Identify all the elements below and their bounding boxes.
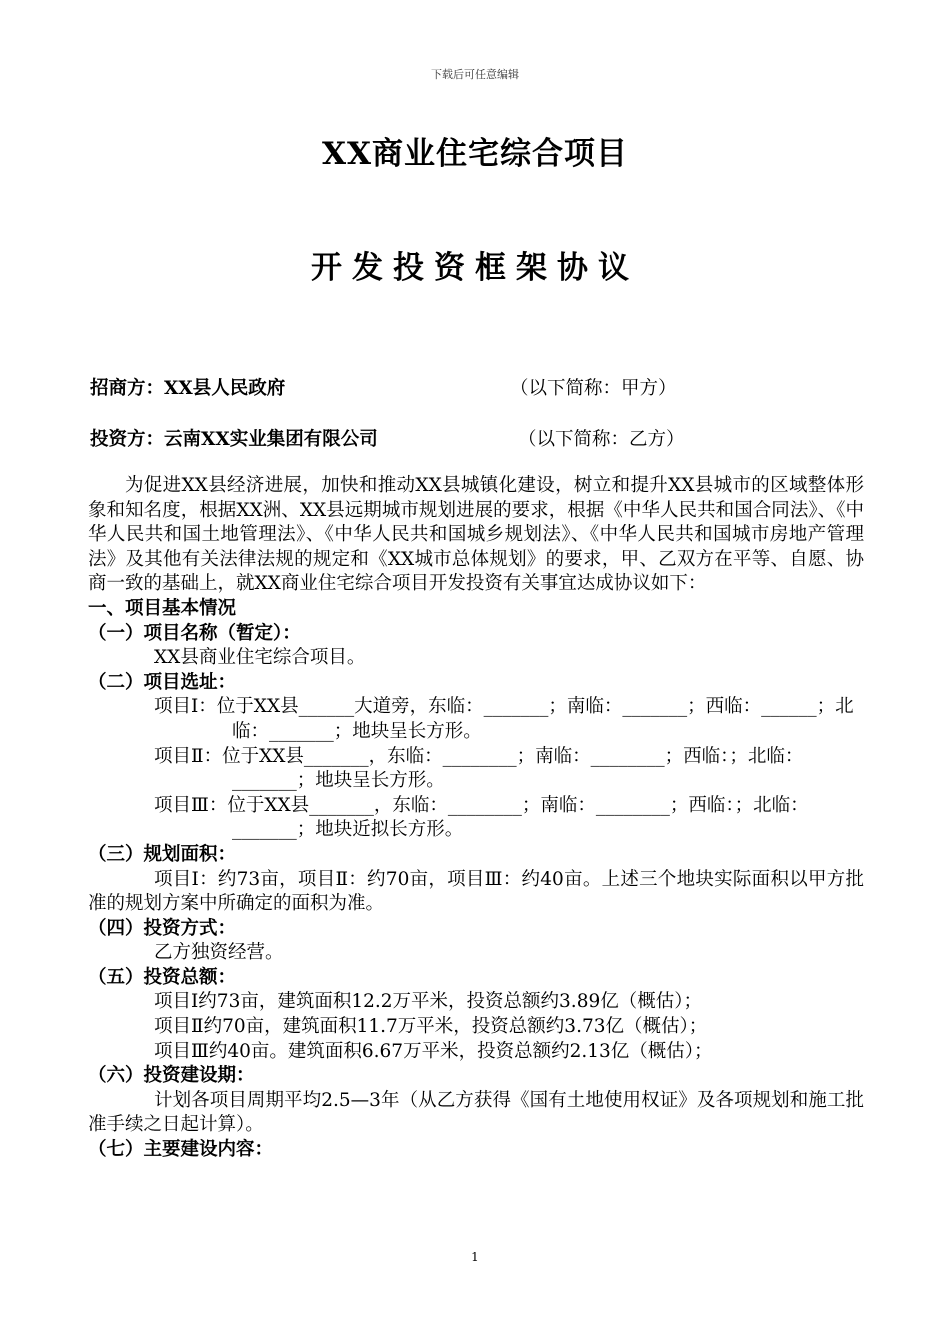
list-item: 项目Ⅲ：位于XX县_______，东临：________；南临：________；西临：；北临：_______；地块近拟长方形。 (154, 794, 809, 841)
party-a-label: 招商方：XX县人民政府 (90, 378, 286, 399)
document-body (88, 474, 864, 1163)
header-note: 下载后可任意编辑 (431, 68, 519, 81)
intro-paragraph: 为促进XX县经济进展，加快和推动XX县城镇化建设，树立和提升XX县城市的区域整体形象和知名度，根据XX洲、XX县远期城市规划进展的要求，根据《中华人民共和国合同法》、《中华人民共和国土地管理法》、《中华人民共和国城乡规划法》、《中华人民共和国城市房地产管理法》及其他有关法律法规的规定和《XX城市总体规划》的要求，甲、乙双方在平等、自愿、协商一致的基础上，就XX商业住宅综合项目开发投资有关事宜达成协议如下： (88, 475, 864, 595)
party-b-abbr: （以下简称：乙方） (518, 429, 685, 450)
paragraph: 计划各项目周期平均2.5—3年（从乙方获得《国有土地使用权证》及各项规划和施工批准手续之日起计算）。 (88, 1089, 864, 1136)
list-item: 项目Ⅱ：位于XX县_______，东临：________；南临：________；西临：；北临：_______；地块呈长方形。 (154, 745, 804, 792)
party-b (90, 425, 685, 451)
paragraph: 乙方独资经营。 (154, 942, 284, 964)
paragraph: XX县商业住宅综合项目。 (154, 647, 366, 669)
subsection-heading: （七）主要建设内容： (88, 1139, 274, 1161)
subsection-heading: （四）投资方式： (88, 917, 237, 939)
subsection-heading: （五）投资总额： (88, 966, 237, 988)
paragraph: 项目Ⅰ：约73亩，项目Ⅱ：约70亩，项目Ⅲ：约40亩。上述三个地块实际面积以甲方批准的规划方案中所确定的面积为准。 (88, 868, 864, 915)
party-a-abbr: （以下简称：甲方） (510, 378, 677, 399)
party-a (90, 374, 677, 400)
subsection-heading: （三）规划面积： (88, 843, 237, 865)
list-item: 项目Ⅰ：位于XX县______大道旁，东临：_______；南临：_______；西临：______；北临：_______；地块呈长方形。 (154, 696, 854, 742)
document-title: XX商业住宅综合项目 (321, 136, 629, 172)
list-item: 项目Ⅲ约40亩。建筑面积6.67万平米，投资总额约2.13亿（概估）； (154, 1040, 713, 1062)
document-subtitle: 开发投资框架协议 (311, 250, 639, 286)
list-item: 项目Ⅰ约73亩，建筑面积12.2万平米，投资总额约3.89亿（概估）； (154, 991, 702, 1013)
party-b-label: 投资方：云南XX实业集团有限公司 (90, 429, 378, 450)
subsection-heading: （六）投资建设期： (88, 1065, 255, 1087)
list-item: 项目Ⅱ约70亩，建筑面积11.7万平米，投资总额约3.73亿（概估）； (154, 1016, 708, 1038)
subsection-heading: （二）项目选址： (88, 671, 237, 693)
section-heading: 一、项目基本情况 (88, 597, 237, 619)
subsection-heading: （一）项目名称（暂定）： (88, 622, 301, 644)
page-number: 1 (471, 1250, 479, 1264)
